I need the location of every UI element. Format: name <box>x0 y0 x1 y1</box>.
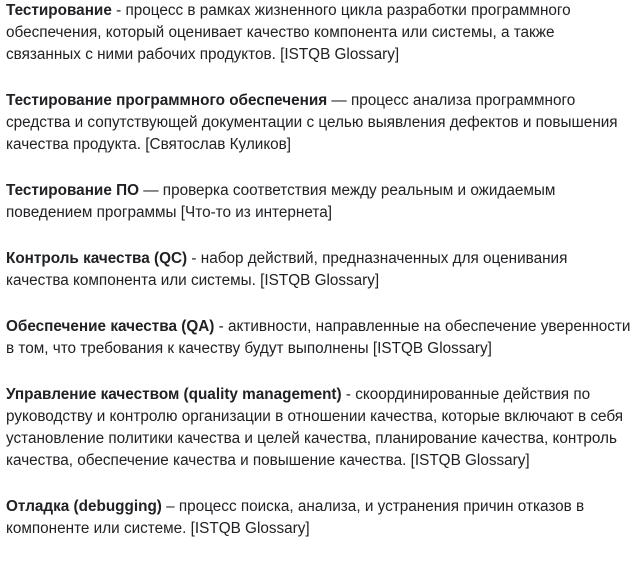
definition: – процесс поиска, анализа, и устранения причин отказов в компоненте или системе. [ISTQB Glossary] <box>6 498 585 537</box>
glossary-entry-debugging <box>6 496 633 540</box>
definition: — процесс анализа программного средства и сопутствующей документации с целью выявления дефектов и повышения качества продукта. [Святослав Куликов] <box>6 92 618 153</box>
glossary-entry-testing <box>6 0 633 66</box>
term: Тестирование <box>6 2 112 19</box>
glossary-entry-testing-po <box>6 180 633 224</box>
definition: - активности, направленные на обеспечение уверенности в том, что требования к качеству будут выполнены [ISTQB Glossary] <box>6 318 631 357</box>
definition: - процесс в рамках жизненного цикла разработки программного обеспечения, который оценивает качество компонента или системы, а также связанных с ними рабочих продуктов. [ISTQB Glossary] <box>6 2 571 63</box>
definition: - скоординированные действия по руководству и контролю организации в отношении качества, которые включают в себя установление политики качества и целей качества, планирование качества, контроль качества, обеспечение качества и повышение качества. [ISTQB Glossary] <box>6 386 624 469</box>
term: Контроль качества (QC) <box>6 250 188 267</box>
definition: - набор действий, предназначенных для оценивания качества компонента или системы. [ISTQB Glossary] <box>6 250 568 289</box>
glossary-entry-quality-assurance <box>6 316 633 360</box>
definition: — проверка соответствия между реальным и ожидаемым поведением программы [Что-то из интернета] <box>6 182 556 221</box>
term: Обеспечение качества (QA) <box>6 318 215 335</box>
term: Тестирование программного обеспечения <box>6 92 328 109</box>
glossary-entry-quality-control <box>6 248 633 292</box>
term: Тестирование ПО <box>6 182 139 199</box>
term: Отладка (debugging) <box>6 498 162 515</box>
glossary-entry-quality-management <box>6 384 633 472</box>
glossary-entry-software-testing <box>6 90 633 156</box>
term: Управление качеством (quality management) <box>6 386 342 403</box>
